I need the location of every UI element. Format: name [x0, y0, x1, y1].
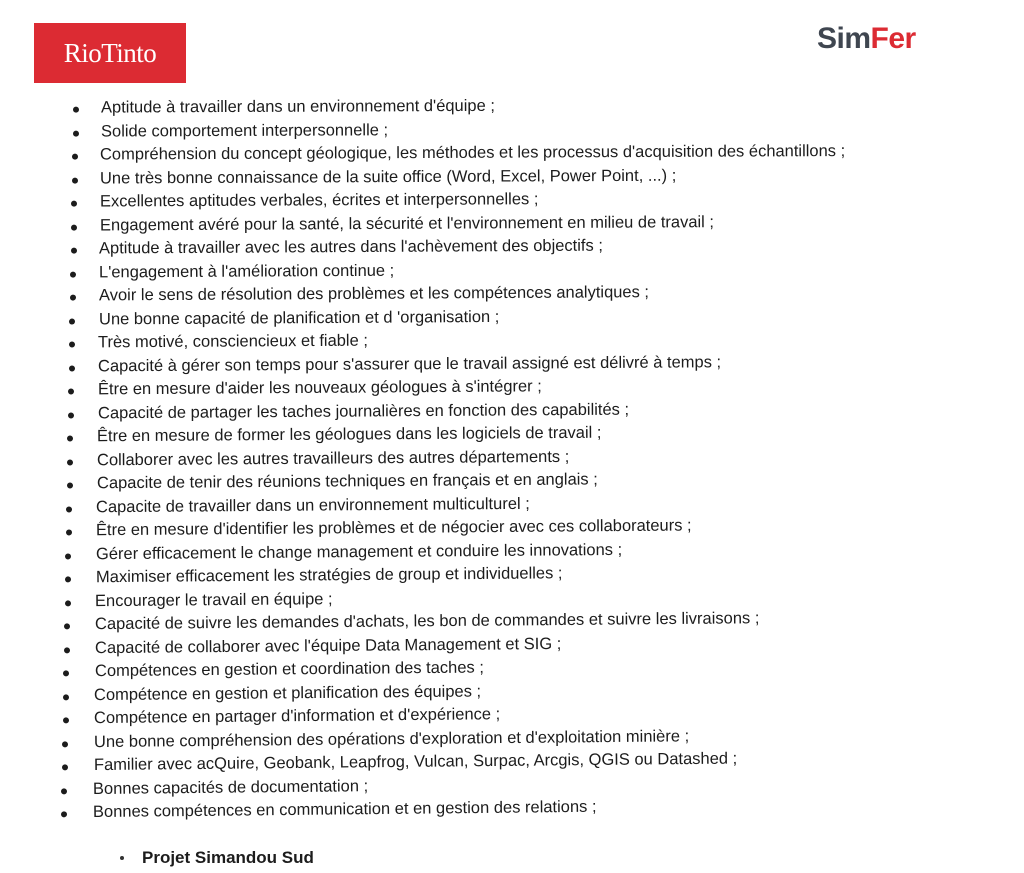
list-item-text: Bonnes capacités de documentation ;: [92, 776, 369, 798]
list-item-text: Compétences en gestion et coordination des taches ;: [94, 658, 484, 681]
simfer-logo-part1: Sim: [817, 22, 871, 55]
bullet-icon: [73, 107, 79, 113]
bullet-icon: [67, 482, 73, 488]
bullet-icon: [63, 670, 69, 676]
bullet-icon: [67, 435, 73, 441]
simfer-logo-part2: Fer: [870, 22, 916, 55]
bullet-icon: [70, 295, 76, 301]
list-item-text: Capacité de collaborer avec l'équipe Data Management et SIG ;: [94, 634, 562, 657]
list-item-text: Être en mesure d'identifier les problèmes et de négocier avec ces collaborateurs ;: [95, 516, 692, 540]
bullet-icon: [62, 764, 68, 770]
list-item-text: Être en mesure d'aider les nouveaux géologues à s'intégrer ;: [97, 377, 542, 399]
list-item-text: Encourager le travail en équipe ;: [94, 589, 333, 610]
bullet-icon: [63, 694, 69, 700]
bullet-icon: [73, 130, 79, 136]
list-item-text: Aptitude à travailler avec les autres dans l'achèvement des objectifs ;: [98, 236, 603, 258]
list-item-text: Engagement avéré pour la santé, la sécurité et l'environnement en milieu de travail ;: [99, 212, 715, 234]
footer-project-title: Projet Simandou Sud: [142, 848, 314, 867]
bullet-icon: [62, 741, 68, 747]
bullet-icon: [71, 224, 77, 230]
bullet-icon: [65, 600, 71, 606]
rio-tinto-logo-text: RioTinto: [63, 37, 157, 68]
list-item-text: Une bonne capacité de planification et d 'organisation ;: [98, 307, 500, 328]
bullet-icon: [66, 506, 72, 512]
list-item-text: Une très bonne connaissance de la suite office (Word, Excel, Power Point, ...) ;: [99, 166, 677, 188]
requirements-list: [0, 97, 1000, 826]
list-item-text: Maximiser efficacement les stratégies de group et individuelles ;: [95, 564, 563, 587]
bullet-icon: [72, 154, 78, 160]
list-item-text: Une bonne compréhension des opérations d'exploration et d'exploitation minière ;: [93, 726, 690, 751]
footer-bullet: [120, 856, 124, 860]
list-item-text: Familier avec acQuire, Geobank, Leapfrog, Vulcan, Surpac, Arcgis, QGIS ou Datashed ;: [93, 749, 738, 775]
bullet-icon: [65, 553, 71, 559]
list-item-text: Très motivé, consciencieux et fiable ;: [97, 331, 368, 352]
bullet-icon: [69, 342, 75, 348]
list-item-text: Être en mesure de former les géologues dans les logiciels de travail ;: [96, 423, 602, 446]
simfer-logo: [817, 22, 916, 56]
list-item-text: Collaborer avec les autres travailleurs des autres départements ;: [96, 447, 570, 469]
list-item-text: Compétence en partager d'information et d'expérience ;: [93, 705, 501, 728]
bullet-icon: [61, 811, 67, 817]
list-item-text: Capacité de partager les taches journalières en fonction des capabilités ;: [97, 400, 630, 422]
bullet-icon: [71, 201, 77, 207]
list-item-text: L'engagement à l'amélioration continue ;: [98, 261, 395, 281]
list-item-text: Avoir le sens de résolution des problèmes et les compétences analytiques ;: [98, 283, 650, 305]
bullet-icon: [69, 365, 75, 371]
list-item-text: Compétence en gestion et planification des équipes ;: [93, 681, 482, 704]
list-item-text: Bonnes compétences en communication et en gestion des relations ;: [92, 797, 597, 822]
bullet-icon: [65, 576, 71, 582]
bullet-icon: [61, 788, 67, 794]
list-item-text: Compréhension du concept géologique, les méthodes et les processus d'acquisition des échantillons ;: [99, 142, 846, 164]
rio-tinto-logo: [34, 23, 186, 83]
bullet-icon: [64, 647, 70, 653]
bullet-icon: [64, 623, 70, 629]
bullet-icon: [68, 412, 74, 418]
list-item-text: Capacite de tenir des réunions techniques en français et en anglais ;: [96, 470, 598, 493]
bullet-icon: [67, 459, 73, 465]
list-item-text: Aptitude à travailler dans un environnement d'équipe ;: [100, 96, 495, 117]
list-item-text: Excellentes aptitudes verbales, écrites et interpersonnelles ;: [99, 190, 539, 211]
list-item-text: Capacité à gérer son temps pour s'assurer que le travail assigné est délivré à temps ;: [97, 352, 722, 375]
bullet-icon: [71, 248, 77, 254]
list-item-text: Solide comportement interpersonnelle ;: [100, 120, 389, 141]
bullet-icon: [69, 318, 75, 324]
bullet-icon: [68, 388, 74, 394]
list-item-text: Capacité de suivre les demandes d'achats, les bon de commandes et suivre les livraisons ;: [94, 609, 760, 634]
bullet-icon: [63, 717, 69, 723]
bullet-icon: [70, 271, 76, 277]
list-item-text: Gérer efficacement le change management et conduire les innovations ;: [95, 540, 623, 563]
list-item-text: Capacite de travailler dans un environnement multiculturel ;: [95, 494, 530, 516]
bullet-icon: [72, 177, 78, 183]
bullet-icon: [66, 529, 72, 535]
